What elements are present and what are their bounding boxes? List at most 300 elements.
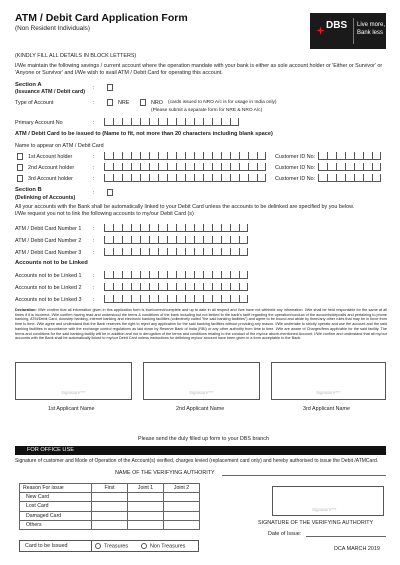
section-b-heading: Section B <box>15 187 42 193</box>
dbs-brand-name: DBS <box>326 20 348 31</box>
dbs-star-icon <box>316 22 325 31</box>
comb-cell[interactable] <box>257 163 266 171</box>
comb-cell[interactable] <box>113 163 122 171</box>
comb-cell[interactable] <box>230 152 239 160</box>
comb-cell[interactable] <box>167 224 176 232</box>
comb-cell[interactable] <box>149 152 158 160</box>
holder-3-name-field[interactable] <box>104 174 266 182</box>
not-linked-2-field[interactable] <box>104 283 248 291</box>
comb-cell[interactable] <box>203 248 212 256</box>
date-of-issue-label: Date of Issue: <box>268 531 302 537</box>
comb-cell[interactable] <box>176 152 185 160</box>
reason-others: Others <box>20 520 92 529</box>
holder-3-checkbox[interactable] <box>17 175 23 182</box>
comb-cell[interactable] <box>230 236 239 244</box>
block-letters-instruction: (KINDLY FILL ALL DETAILS IN BLOCK LETTERS) <box>15 53 137 59</box>
new-card-first-cell[interactable] <box>92 493 128 502</box>
comb-cell[interactable] <box>318 174 327 182</box>
lost-card-first-cell[interactable] <box>92 502 128 511</box>
holder-2-customer-id-label: Customer ID No: <box>275 165 316 171</box>
comb-cell[interactable] <box>167 283 176 291</box>
comb-cell[interactable] <box>239 152 248 160</box>
comb-cell[interactable] <box>239 174 248 182</box>
holder-2-customer-id-field[interactable] <box>318 163 381 171</box>
date-of-issue-line[interactable] <box>306 536 386 537</box>
intro-paragraph: I/We maintain the following savings / current account where the operation mandate with your bank is either as sole account holder or 'Either or Survivor' or 'Anyone or Survivor' and I/We wish to avail ATM / Debit Card for operating this account. <box>15 63 383 76</box>
comb-cell[interactable] <box>212 271 221 279</box>
applicant-2-signature-placeholder: Signature*** <box>189 390 214 395</box>
comb-cell[interactable] <box>363 163 372 171</box>
comb-cell[interactable] <box>372 152 381 160</box>
comb-cell[interactable] <box>221 283 230 291</box>
comb-cell[interactable] <box>113 295 122 303</box>
nre-checkbox[interactable] <box>107 99 113 106</box>
comb-cell[interactable] <box>158 248 167 256</box>
comb-cell[interactable] <box>212 118 221 126</box>
comb-cell[interactable] <box>257 152 266 160</box>
not-linked-1-label: Accounts not to be Linked 1 <box>15 273 82 279</box>
applicant-1-name-label: 1st Applicant Name <box>48 406 95 412</box>
comb-cell[interactable] <box>140 295 149 303</box>
section-b-checkbox[interactable] <box>107 189 113 196</box>
comb-cell[interactable] <box>176 224 185 232</box>
comb-cell[interactable] <box>158 224 167 232</box>
comb-cell[interactable] <box>122 152 131 160</box>
comb-cell[interactable] <box>113 236 122 244</box>
comb-cell[interactable] <box>239 163 248 171</box>
comb-cell[interactable] <box>185 163 194 171</box>
comb-cell[interactable] <box>354 163 363 171</box>
not-linked-3-label: Accounts not to be Linked 3 <box>15 297 82 303</box>
section-a-heading: Section A <box>15 82 42 88</box>
comb-cell[interactable] <box>131 174 140 182</box>
comb-cell[interactable] <box>212 295 221 303</box>
comb-cell[interactable] <box>122 283 131 291</box>
comb-cell[interactable] <box>167 236 176 244</box>
section-a-subheading: (Issuance ATM / Debit card) <box>15 89 86 95</box>
comb-cell[interactable] <box>149 283 158 291</box>
comb-cell[interactable] <box>131 283 140 291</box>
comb-cell[interactable] <box>203 283 212 291</box>
comb-cell[interactable] <box>140 224 149 232</box>
not-linked-heading: Accounts not to be Linked <box>15 260 88 266</box>
comb-cell[interactable] <box>221 152 230 160</box>
non-treasures-radio[interactable] <box>141 543 147 549</box>
comb-cell[interactable] <box>176 174 185 182</box>
comb-cell[interactable] <box>221 163 230 171</box>
table-row <box>20 502 200 511</box>
comb-cell[interactable] <box>149 163 158 171</box>
comb-cell[interactable] <box>104 152 113 160</box>
comb-cell[interactable] <box>185 174 194 182</box>
holder-3-colon: : <box>93 176 95 182</box>
comb-cell[interactable] <box>212 224 221 232</box>
comb-cell[interactable] <box>239 271 248 279</box>
comb-cell[interactable] <box>140 283 149 291</box>
non-treasures-label: Non Treasures <box>150 543 186 550</box>
comb-cell[interactable] <box>140 118 149 126</box>
comb-cell[interactable] <box>230 295 239 303</box>
comb-cell[interactable] <box>221 248 230 256</box>
comb-cell[interactable] <box>104 224 113 232</box>
comb-cell[interactable] <box>345 174 354 182</box>
comb-cell[interactable] <box>176 283 185 291</box>
comb-cell[interactable] <box>158 283 167 291</box>
table-row <box>20 511 200 520</box>
comb-cell[interactable] <box>194 224 203 232</box>
holder-2-checkbox[interactable] <box>17 164 23 171</box>
card-number-3-field[interactable] <box>104 248 248 256</box>
comb-cell[interactable] <box>257 174 266 182</box>
section-b-colon: : <box>93 190 95 196</box>
comb-cell[interactable] <box>140 236 149 244</box>
comb-cell[interactable] <box>239 283 248 291</box>
comb-cell[interactable] <box>140 271 149 279</box>
comb-cell[interactable] <box>158 271 167 279</box>
applicant-1-signature-placeholder: Signature*** <box>61 390 86 395</box>
comb-cell[interactable] <box>185 118 194 126</box>
comb-cell[interactable] <box>113 283 122 291</box>
treasures-radio[interactable] <box>95 543 101 549</box>
comb-cell[interactable] <box>131 248 140 256</box>
table-row <box>20 493 200 502</box>
comb-cell[interactable] <box>167 174 176 182</box>
type-of-account-label: Type of Account <box>15 100 54 106</box>
verifying-signature-label: SIGNATURE OF THE VERIFYING AUTHORITY <box>258 520 374 526</box>
holder-1-colon: : <box>93 154 95 160</box>
others-joint-2-cell[interactable] <box>164 520 200 529</box>
lost-card-joint-2-cell[interactable] <box>164 502 200 511</box>
dbs-logo <box>310 13 386 49</box>
comb-cell[interactable] <box>230 174 239 182</box>
comb-cell[interactable] <box>230 118 239 126</box>
declaration-text: I/We confirm that all information given in this application form is true/correct/complete and up to date in all respect and I/we have not withheld any information. I/We shall be held responsible for the same at all times if it is incorrect. I/We confirm having read and understood the terms & conditions of the bank including but not limited to the bank's tariff regarding the operation/conduct of the accounts/deposits and pertaining to phone banking, ATM/Debit Card, doorstep banking, internet banking and electronic banking facilities (collectively called "the said banking facilities") and agree to be bound and abide by them/any other rules that may be in force from time to time. I/We agree and understand that the Bank reserves the right to reject any application for the said banking facilities without providing any reason. I/We undertake to strictly operate and use the account and the said banking facilities in accordance with the exchange control regulations as laid down by Reserve Bank of India (RBI) or any other authority from time to time. I/We are aware of Charges/fees applicable for the said facility. The terms and conditions for the said banking facility will be in addition and not in derogation of the terms and conditions relating to the conduct of the my/our above-mentioned Account. I/We confirm and understand that all my/our accounts with the Bank shall be automatically linked to my/our Debit Card unless instructions for delinking my/our account have been given in a form acceptable to the Bank. <box>15 308 387 341</box>
comb-cell[interactable] <box>372 174 381 182</box>
comb-cell[interactable] <box>158 163 167 171</box>
comb-cell[interactable] <box>248 152 257 160</box>
comb-cell[interactable] <box>194 163 203 171</box>
applicant-2-name-label: 2nd Applicant Name <box>176 406 225 412</box>
comb-cell[interactable] <box>354 174 363 182</box>
comb-cell[interactable] <box>230 283 239 291</box>
comb-cell[interactable] <box>140 163 149 171</box>
comb-cell[interactable] <box>149 295 158 303</box>
holder-3-label: 3rd Account holder <box>28 176 73 182</box>
comb-cell[interactable] <box>230 248 239 256</box>
reason-header: Reason For issue <box>20 484 92 493</box>
comb-cell[interactable] <box>149 174 158 182</box>
form-code: DCA MARCH 2019 <box>334 546 380 552</box>
declaration-label: Declaration: <box>15 308 37 312</box>
nro-note: (cards issued to NRO A/c is for usage in India only) <box>168 100 277 105</box>
joint-1-header: Joint 1 <box>128 484 164 493</box>
comb-cell[interactable] <box>221 174 230 182</box>
section-a-colon: : <box>93 85 95 91</box>
comb-cell[interactable] <box>185 248 194 256</box>
comb-cell[interactable] <box>149 236 158 244</box>
joint-2-header: Joint 2 <box>164 484 200 493</box>
nro-label: NRO <box>151 100 163 106</box>
comb-cell[interactable] <box>113 248 122 256</box>
holder-2-name-field[interactable] <box>104 163 266 171</box>
comb-cell[interactable] <box>336 152 345 160</box>
verifying-authority-name-label: NAME OF THE VERIFYING AUTHORITY <box>115 470 215 476</box>
type-colon: : <box>93 100 95 106</box>
comb-cell[interactable] <box>230 224 239 232</box>
comb-cell[interactable] <box>203 236 212 244</box>
comb-cell[interactable] <box>221 118 230 126</box>
comb-cell[interactable] <box>221 236 230 244</box>
damaged-card-joint-1-cell[interactable] <box>128 511 164 520</box>
comb-cell[interactable] <box>239 224 248 232</box>
comb-cell[interactable] <box>194 248 203 256</box>
comb-cell[interactable] <box>212 283 221 291</box>
not-linked-3-colon: : <box>93 297 95 303</box>
comb-cell[interactable] <box>149 224 158 232</box>
holder-1-checkbox[interactable] <box>17 153 23 160</box>
reason-new-card: New Card <box>20 493 92 502</box>
comb-cell[interactable] <box>131 163 140 171</box>
not-linked-3-field[interactable] <box>104 295 248 303</box>
nro-checkbox[interactable] <box>140 99 146 106</box>
comb-cell[interactable] <box>203 271 212 279</box>
comb-cell[interactable] <box>185 224 194 232</box>
reason-damaged-card: Damaged Card <box>20 511 92 520</box>
comb-cell[interactable] <box>131 295 140 303</box>
comb-cell[interactable] <box>140 174 149 182</box>
comb-cell[interactable] <box>194 271 203 279</box>
comb-cell[interactable] <box>336 163 345 171</box>
comb-cell[interactable] <box>221 295 230 303</box>
comb-cell[interactable] <box>167 271 176 279</box>
declaration-block <box>15 308 387 341</box>
comb-cell[interactable] <box>363 174 372 182</box>
comb-cell[interactable] <box>104 295 113 303</box>
comb-cell[interactable] <box>194 295 203 303</box>
comb-cell[interactable] <box>176 163 185 171</box>
card-number-1-colon: : <box>93 226 95 232</box>
section-b-paragraph-1: All your accounts with the Bank shall be automatically linked to your Debit Card unless the accounts to be delinked are specified by you below. <box>15 204 355 210</box>
comb-cell[interactable] <box>122 163 131 171</box>
comb-cell[interactable] <box>140 248 149 256</box>
comb-cell[interactable] <box>327 152 336 160</box>
card-number-1-field[interactable] <box>104 224 248 232</box>
comb-cell[interactable] <box>104 248 113 256</box>
holder-1-customer-id-label: Customer ID No: <box>275 154 316 160</box>
card-number-3-colon: : <box>93 250 95 256</box>
office-sign-text: Signature of customer and Mode of Operation of the Account(s) verified, charges levied (replacement card only) and hereby authorised to issue the Debit /ATMCard. <box>15 458 379 464</box>
comb-cell[interactable] <box>194 118 203 126</box>
holder-1-label: 1st Account holder <box>28 154 73 160</box>
treasures-option[interactable] <box>95 543 128 550</box>
form-subtitle: (Non Resident Individuals) <box>15 25 90 32</box>
comb-cell[interactable] <box>113 118 122 126</box>
comb-cell[interactable] <box>212 236 221 244</box>
comb-cell[interactable] <box>113 271 122 279</box>
comb-cell[interactable] <box>221 224 230 232</box>
comb-cell[interactable] <box>248 174 257 182</box>
comb-cell[interactable] <box>212 163 221 171</box>
others-joint-1-cell[interactable] <box>128 520 164 529</box>
comb-cell[interactable] <box>203 295 212 303</box>
comb-cell[interactable] <box>185 271 194 279</box>
comb-cell[interactable] <box>239 236 248 244</box>
comb-cell[interactable] <box>203 163 212 171</box>
comb-cell[interactable] <box>372 163 381 171</box>
card-number-1-label: ATM / Debit Card Number 1 <box>15 226 82 232</box>
comb-cell[interactable] <box>131 271 140 279</box>
comb-cell[interactable] <box>345 163 354 171</box>
comb-cell[interactable] <box>176 248 185 256</box>
comb-cell[interactable] <box>149 271 158 279</box>
comb-cell[interactable] <box>185 283 194 291</box>
comb-cell[interactable] <box>185 295 194 303</box>
not-linked-1-field[interactable] <box>104 271 248 279</box>
reason-table-header <box>20 484 200 493</box>
comb-cell[interactable] <box>104 118 113 126</box>
comb-cell[interactable] <box>131 224 140 232</box>
card-issued-divider <box>91 540 92 552</box>
nre-label: NRE <box>118 100 130 106</box>
comb-cell[interactable] <box>327 163 336 171</box>
comb-cell[interactable] <box>336 174 345 182</box>
comb-cell[interactable] <box>212 152 221 160</box>
comb-cell[interactable] <box>185 152 194 160</box>
comb-cell[interactable] <box>122 174 131 182</box>
comb-cell[interactable] <box>194 174 203 182</box>
comb-cell[interactable] <box>122 271 131 279</box>
comb-cell[interactable] <box>176 271 185 279</box>
comb-cell[interactable] <box>167 295 176 303</box>
comb-cell[interactable] <box>158 174 167 182</box>
comb-cell[interactable] <box>221 271 230 279</box>
comb-cell[interactable] <box>167 152 176 160</box>
treasures-label: Treasures <box>104 543 129 550</box>
comb-cell[interactable] <box>185 236 194 244</box>
holder-2-label: 2nd Account holder <box>28 165 75 171</box>
comb-cell[interactable] <box>239 248 248 256</box>
comb-cell[interactable] <box>203 224 212 232</box>
comb-cell[interactable] <box>345 152 354 160</box>
comb-cell[interactable] <box>122 236 131 244</box>
holder-1-customer-id-field[interactable] <box>318 152 381 160</box>
comb-cell[interactable] <box>212 248 221 256</box>
comb-cell[interactable] <box>158 295 167 303</box>
comb-cell[interactable] <box>158 236 167 244</box>
comb-cell[interactable] <box>248 163 257 171</box>
comb-cell[interactable] <box>104 283 113 291</box>
comb-cell[interactable] <box>149 248 158 256</box>
non-treasures-option[interactable] <box>141 543 185 550</box>
comb-cell[interactable] <box>131 152 140 160</box>
comb-cell[interactable] <box>122 295 131 303</box>
comb-cell[interactable] <box>131 236 140 244</box>
comb-cell[interactable] <box>113 152 122 160</box>
first-header: First <box>92 484 128 493</box>
comb-cell[interactable] <box>203 118 212 126</box>
section-b-paragraph-2: I/We request you not to link the following accounts to my/our Debit Card (s) <box>15 211 194 217</box>
comb-cell[interactable] <box>176 236 185 244</box>
comb-cell[interactable] <box>158 118 167 126</box>
applicant-3-signature-placeholder: Signature*** <box>316 390 341 395</box>
card-number-3-label: ATM / Debit Card Number 3 <box>15 250 82 256</box>
comb-cell[interactable] <box>230 271 239 279</box>
comb-cell[interactable] <box>149 118 158 126</box>
card-issued-label: Card to be Issued <box>25 543 68 549</box>
comb-cell[interactable] <box>194 152 203 160</box>
comb-cell[interactable] <box>131 118 140 126</box>
damaged-card-first-cell[interactable] <box>92 511 128 520</box>
card-number-2-label: ATM / Debit Card Number 2 <box>15 238 82 244</box>
comb-cell[interactable] <box>194 236 203 244</box>
comb-cell[interactable] <box>104 174 113 182</box>
card-issue-heading: ATM / Debit Card to be issued to (Name to fit, not more than 20 characters including blank space) <box>15 131 273 137</box>
comb-cell[interactable] <box>167 163 176 171</box>
comb-cell[interactable] <box>203 152 212 160</box>
holder-1-name-field[interactable] <box>104 152 266 160</box>
comb-cell[interactable] <box>113 224 122 232</box>
lost-card-joint-1-cell[interactable] <box>128 502 164 511</box>
others-first-cell[interactable] <box>92 520 128 529</box>
reason-lost-card: Lost Card <box>20 502 92 511</box>
comb-cell[interactable] <box>104 163 113 171</box>
comb-cell[interactable] <box>104 271 113 279</box>
comb-cell[interactable] <box>104 236 113 244</box>
section-a-checkbox[interactable] <box>107 84 113 91</box>
office-use-heading: FOR OFFICE USE <box>27 447 74 453</box>
comb-cell[interactable] <box>176 295 185 303</box>
comb-cell[interactable] <box>318 163 327 171</box>
comb-cell[interactable] <box>327 174 336 182</box>
comb-cell[interactable] <box>140 152 149 160</box>
section-b-subheading: (Delinking of Accounts) <box>15 195 76 201</box>
new-card-joint-2-cell[interactable] <box>164 493 200 502</box>
card-number-2-field[interactable] <box>104 236 248 244</box>
reason-table <box>19 483 200 530</box>
damaged-card-joint-2-cell[interactable] <box>164 511 200 520</box>
holder-3-customer-id-field[interactable] <box>318 174 381 182</box>
primary-account-field[interactable] <box>104 118 239 126</box>
comb-cell[interactable] <box>203 174 212 182</box>
name-on-card-label: Name to appear on ATM / Debit Card <box>15 143 104 149</box>
tagline-line-1: Live more, <box>357 22 386 28</box>
verifying-authority-name-line[interactable] <box>222 475 386 476</box>
comb-cell[interactable] <box>239 295 248 303</box>
comb-cell[interactable] <box>167 118 176 126</box>
card-number-2-colon: : <box>93 238 95 244</box>
comb-cell[interactable] <box>176 118 185 126</box>
comb-cell[interactable] <box>230 163 239 171</box>
holder-3-customer-id-label: Customer ID No: <box>275 176 316 182</box>
holder-2-colon: : <box>93 165 95 171</box>
separate-form-note: (Please submit a separate form for NRE & NRO A/c) <box>151 108 263 113</box>
comb-cell[interactable] <box>212 174 221 182</box>
comb-cell[interactable] <box>122 224 131 232</box>
form-title: ATM / Debit Card Application Form <box>15 12 188 24</box>
comb-cell[interactable] <box>363 152 372 160</box>
verifying-signature-placeholder: Signature*** <box>312 507 337 512</box>
comb-cell[interactable] <box>158 152 167 160</box>
comb-cell[interactable] <box>194 283 203 291</box>
comb-cell[interactable] <box>113 174 122 182</box>
comb-cell[interactable] <box>122 248 131 256</box>
comb-cell[interactable] <box>167 248 176 256</box>
primary-account-label: Primary Account No <box>15 120 63 126</box>
comb-cell[interactable] <box>122 118 131 126</box>
comb-cell[interactable] <box>318 152 327 160</box>
new-card-joint-1-cell[interactable] <box>128 493 164 502</box>
comb-cell[interactable] <box>354 152 363 160</box>
